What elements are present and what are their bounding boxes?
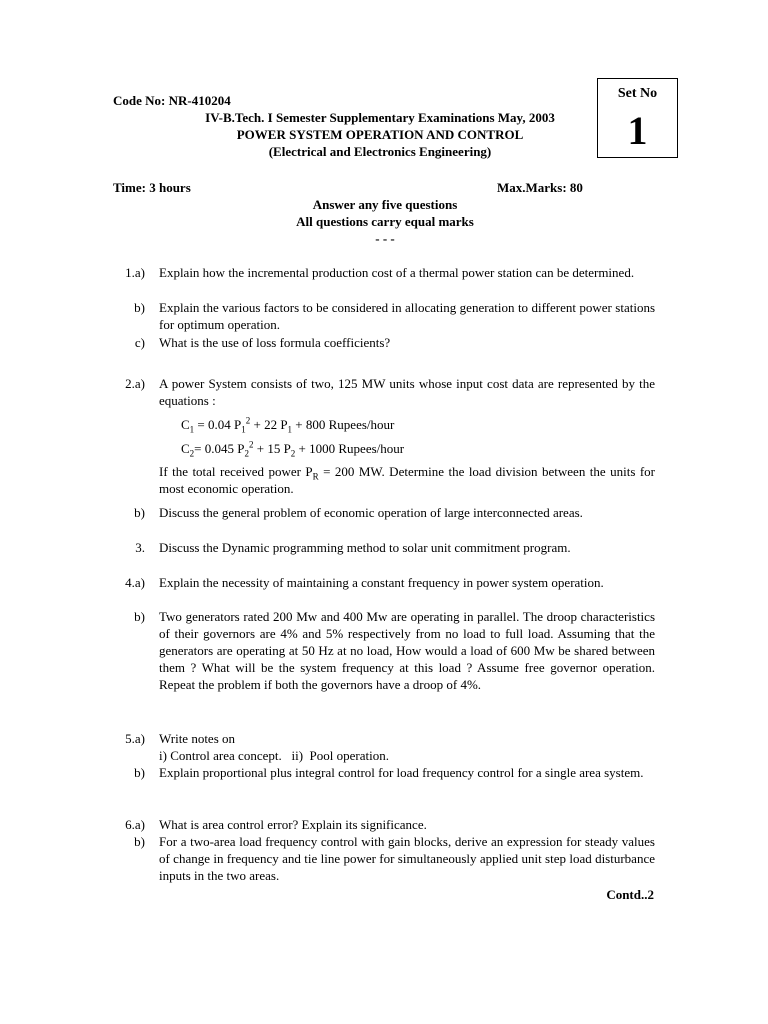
set-number: 1 [627,108,648,153]
question-text: A power System consists of two, 125 MW units whose input cost data are represented by the equations : [159,376,655,408]
instruction-answer: Answer any five questions [312,197,458,212]
instruction-marks: All questions carry equal marks [296,214,474,229]
question-label: b) [134,609,145,624]
question-text: What is area control error? Explain its significance. [159,817,427,832]
question-text: What is the use of loss formula coefficients? [159,335,391,350]
subject-title: POWER SYSTEM OPERATION AND CONTROL [236,127,524,142]
question-label: b) [134,505,145,520]
question-text: For a two-area load frequency control with gain blocks, derive an expression for steady values of change in frequency and tie line power for simultaneously applied unit step load disturbance inputs in the two areas. [159,834,655,883]
question-label: 4.a) [125,575,145,590]
separator: - - - [375,231,395,246]
code-number: Code No: NR-410204 [113,93,231,108]
question-label: b) [134,765,145,780]
max-marks: Max.Marks: 80 [497,180,583,195]
question-text: Explain the necessity of maintaining a constant frequency in power system operation. [159,575,604,590]
question-subparts: i) Control area concept. ii) Pool operation. [159,748,389,763]
question-label: 6.a) [125,817,145,832]
question-label: b) [134,300,145,315]
question-text: Explain proportional plus integral control for load frequency control for a single area system. [159,765,644,780]
question-label: b) [134,834,145,849]
question-text: Explain how the incremental production cost of a thermal power station can be determined. [159,265,635,280]
cost-equation-1: $C_1 = 0.04$ $P_1^2 + 22$ $P_1 + 800$ Rupees/hour [181,415,395,435]
question-text: Write notes on [159,731,236,746]
exam-time: Time: 3 hours [113,180,191,195]
question-label: c) [134,335,145,350]
question-label: 3. [135,540,145,555]
question-text: Discuss the Dynamic programming method to solar unit commitment program. [159,540,571,555]
exam-title: IV-B.Tech. I Semester Supplementary Examinations May, 2003 [205,110,555,125]
question-text: If the total received power $P_R = 200$ MW. Determine the load division between the units for most economic operation. [159,464,655,496]
branch-title: (Electrical and Electronics Engineering) [268,144,492,159]
question-label: 5.a) [125,731,145,746]
question-text: Discuss the general problem of economic operation of large interconnected areas. [159,505,583,520]
question-text: Two generators rated 200 Mw and 400 Mw are operating in parallel. The droop characteristics of their governors are 4% and 5% respectively from no load to full load. Assuming that the generators are operating at 50 Hz at no load, How would a load of 600 Mw be shared between them ? What will be the system frequency at this load ? Assume free governor operation. Repeat the problem if both the governors have a droop of 4%. [159,609,655,692]
continued-note: Contd..2 [606,887,654,902]
question-text: Explain the various factors to be considered in allocating generation to different power stations for optimum operation. [159,300,655,332]
set-number-box [597,78,678,158]
question-label: 2.a) [125,376,145,391]
question-label: 1.a) [125,265,145,280]
exam-header [175,109,585,160]
instructions [175,196,595,247]
cost-equation-2: $C_2= 0.045$ $P_2^2 + 15$ $P_2 + 1000$ Rupees/hour [181,439,405,459]
set-label: Set No [617,86,658,101]
